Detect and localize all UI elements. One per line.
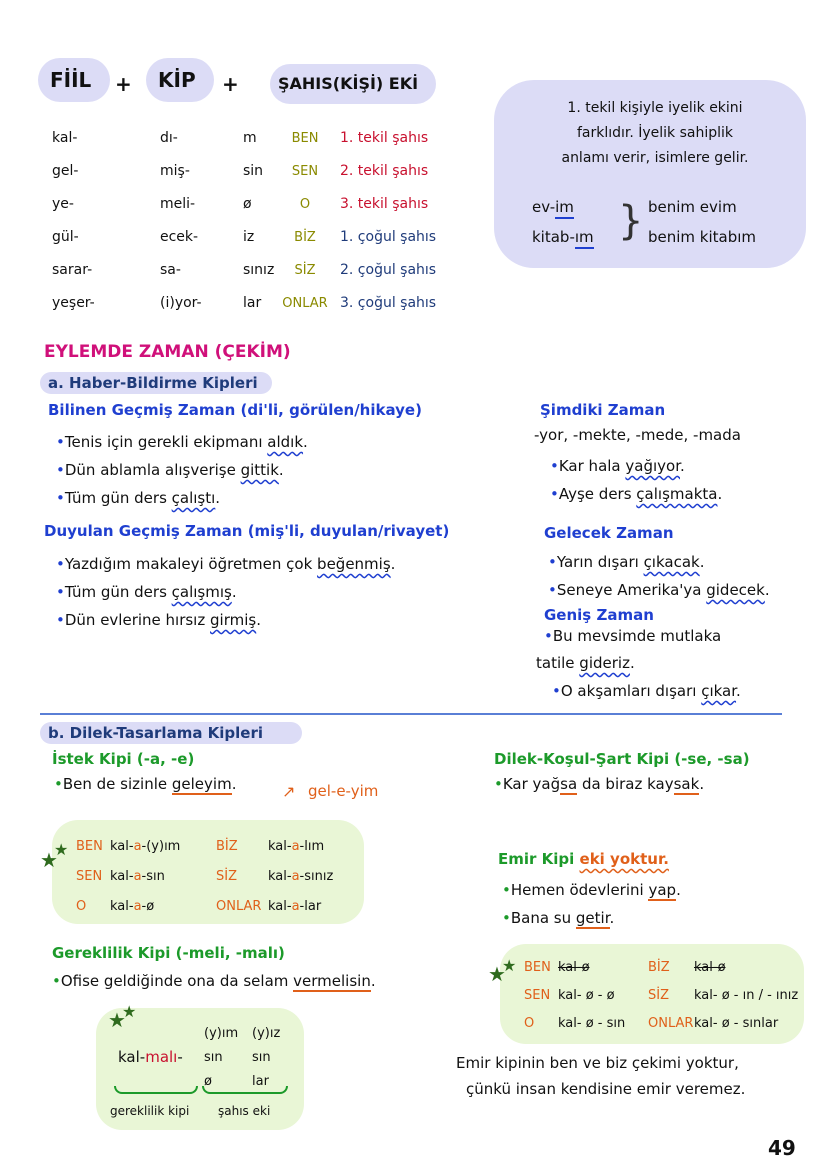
example-verb: gideriz — [579, 654, 630, 672]
star-icon: ★ — [108, 1008, 126, 1032]
kip-cell: dı- — [160, 130, 178, 146]
note-text — [520, 96, 790, 171]
pronoun-cell: SİZ — [294, 263, 316, 278]
kip-cell: (i)yor- — [160, 295, 202, 311]
note-line: anlamı verir, isimlere gelir. — [561, 150, 749, 166]
ending-column — [243, 122, 274, 320]
brace-icon: } — [618, 198, 644, 244]
emir-examples — [502, 876, 681, 932]
ending-cell: m — [243, 130, 257, 146]
person-cell: 2. çoğul şahıs — [340, 262, 437, 278]
example-sentence: •Dün ablamla alışverişe gittik. — [56, 461, 284, 479]
example-sentence: •Yarın dışarı çıkacak. — [548, 553, 705, 571]
kip-cell: miş- — [160, 163, 190, 179]
root-cell: ye- — [52, 196, 74, 212]
pronoun-column — [280, 122, 330, 320]
example-verb: çıkar — [701, 682, 737, 700]
istek-row: SEN kal-a-sın — [76, 869, 165, 884]
root-cell: gel- — [52, 163, 79, 179]
dilek-title: b. Dilek-Tasarlama Kipleri — [48, 724, 264, 742]
star-icon: ★ — [122, 1002, 137, 1021]
gereklilik-title: Gereklilik Kipi (-meli, -malı) — [52, 944, 285, 962]
gelecek-examples — [548, 548, 770, 604]
pronoun-cell: BİZ — [294, 230, 316, 245]
example-sentence: •Ayşe ders çalışmakta. — [550, 485, 723, 503]
plus-sign: + — [222, 72, 239, 96]
ending-cell: sin — [243, 163, 264, 179]
brace-underline — [114, 1086, 198, 1094]
gereklilik-form: kal-malı- — [118, 1048, 183, 1066]
person-cell: 2. tekil şahıs — [340, 163, 429, 179]
sart-example: •Kar yağsa da biraz kaysak. — [494, 775, 705, 793]
genis-title: Geniş Zaman — [544, 606, 654, 624]
kip-column — [160, 122, 202, 320]
istek-row: O kal-a-ø — [76, 899, 155, 914]
star-icon: ★ — [54, 840, 69, 859]
pronoun-cell: ONLAR — [282, 296, 328, 311]
ending-cell: sınız — [243, 262, 275, 278]
simdiki-title: Şimdiki Zaman — [540, 401, 666, 419]
example-sentence: •Kar hala yağıyor. — [550, 457, 685, 475]
example-verb: getir — [575, 909, 610, 927]
gelecek-title: Gelecek Zaman — [544, 524, 674, 542]
haber-title: a. Haber-Bildirme Kipleri — [48, 374, 258, 392]
example-verb: çalışmakta — [636, 485, 718, 503]
example-sentence: •Tenis için gerekli ekipmanı aldık. — [56, 433, 308, 451]
note-line: farklıdır. İyelik sahiplik — [576, 125, 734, 141]
sahis-eki-label: ŞAHIS(KİŞİ) EKİ — [278, 74, 419, 93]
istek-table-left — [76, 832, 180, 922]
pronoun-cell: BEN — [291, 131, 319, 146]
star-icon: ★ — [488, 962, 506, 986]
emir-title: Emir Kipi eki yoktur. — [498, 850, 669, 868]
istek-title: İstek Kipi (-a, -e) — [52, 750, 195, 768]
genis-example-1: •Bu mevsimde mutlaka — [544, 627, 722, 645]
root-cell: kal- — [52, 130, 78, 146]
root-cell: yeşer- — [52, 295, 95, 311]
example-verb: geleyim — [171, 775, 232, 793]
genis-example-2: •O akşamları dışarı çıkar. — [552, 682, 741, 700]
istek-row: BEN kal-a-(y)ım — [76, 839, 181, 854]
istek-table-right — [216, 832, 333, 922]
emir-row: BEN kal-ø — [524, 960, 590, 975]
emir-table-right — [648, 954, 798, 1038]
root-cell: sarar- — [52, 262, 93, 278]
gereklilik-ends-1: (y)ım sın ø — [204, 1026, 239, 1089]
brace-underline — [202, 1086, 288, 1094]
example-sentence: •Tüm gün ders çalışmış. — [56, 583, 237, 601]
note-example-2 — [532, 228, 594, 246]
gereklilik-ends-2: (y)ız sın lar — [252, 1026, 281, 1089]
person-cell: 1. çoğul şahıs — [340, 229, 437, 245]
example-root: kitab- — [532, 228, 575, 246]
person-cell: 3. tekil şahıs — [340, 196, 429, 212]
note-meaning-1: benim evim — [648, 198, 737, 216]
bilinen-title: Bilinen Geçmiş Zaman (di'li, görülen/hikaye) — [48, 401, 422, 419]
example-verb: gidecek — [706, 581, 765, 599]
kip-cell: sa- — [160, 262, 181, 278]
gereklilik-label-1: gereklilik kipi — [110, 1104, 190, 1118]
pronoun-cell: SEN — [291, 164, 319, 179]
example-sentence: •Tüm gün ders çalıştı. — [56, 489, 221, 507]
example-verb: çıkacak — [643, 553, 700, 571]
emir-row: ONLARkal- ø - sınlar — [648, 1016, 779, 1031]
example-verb: vermelisin — [293, 972, 371, 990]
sart-title: Dilek-Koşul-Şart Kipi (-se, -sa) — [494, 750, 750, 768]
page-number: 49 — [768, 1136, 796, 1160]
example-verb: yap — [648, 881, 677, 899]
kip-label: KİP — [158, 68, 196, 92]
ending-cell: ø — [243, 196, 252, 212]
kip-cell: ecek- — [160, 229, 199, 245]
example-verb: çalıştı — [171, 489, 216, 507]
example-suffix: im — [555, 198, 574, 219]
emir-footer-2: çünkü insan kendisine emir veremez. — [466, 1080, 746, 1098]
example-root: ev- — [532, 198, 556, 216]
example-verb: aldık — [267, 433, 304, 451]
example-verb: yağıyor — [625, 457, 680, 475]
emir-row: SEN kal- ø - ø — [524, 988, 615, 1003]
emir-row: BİZ kal-ø — [648, 960, 726, 975]
kip-cell: meli- — [160, 196, 196, 212]
ending-cell: iz — [243, 229, 255, 245]
istek-row: SİZ kal-a-sınız — [216, 869, 334, 884]
gereklilik-label-2: şahıs eki — [218, 1104, 271, 1118]
istek-analysis: gel-e-yim — [308, 782, 379, 800]
ending-cell: lar — [243, 295, 262, 311]
root-column — [52, 122, 95, 320]
bilinen-examples — [56, 428, 308, 512]
star-icon: ★ — [502, 956, 517, 975]
person-cell: 1. tekil şahıs — [340, 130, 429, 146]
section-title: EYLEMDE ZAMAN (ÇEKİM) — [44, 342, 291, 362]
duyulan-title: Duyulan Geçmiş Zaman (miş'li, duyulan/rivayet) — [44, 522, 450, 540]
example-sentence: •Yazdığım makaleyi öğretmen çok beğenmiş. — [56, 555, 396, 573]
note-example-1 — [532, 198, 574, 216]
genis-example-1b: tatile gideriz. — [536, 654, 635, 672]
plus-sign: + — [115, 72, 132, 96]
root-cell: gül- — [52, 229, 79, 245]
note-line: 1. tekil kişiyle iyelik ekini — [567, 100, 743, 116]
example-verb: çalışmış — [171, 583, 232, 601]
example-suffix: ım — [575, 228, 594, 249]
emir-footer-1: Emir kipinin ben ve biz çekimi yoktur, — [456, 1054, 739, 1072]
istek-row: BİZ kal-a-lım — [216, 839, 325, 854]
person-cell: 3. çoğul şahıs — [340, 295, 437, 311]
emir-table-left — [524, 954, 625, 1038]
example-verb: girmiş — [210, 611, 257, 629]
fiil-label: FİİL — [50, 68, 92, 92]
person-column — [340, 122, 436, 320]
example-sentence: •Seneye Amerika'ya gidecek. — [548, 581, 770, 599]
example-sentence: •Bana su getir. — [502, 909, 615, 927]
emir-row: O kal- ø - sın — [524, 1016, 626, 1031]
simdiki-examples — [550, 452, 722, 508]
emir-row: SİZ kal- ø - ın / - ınız — [648, 988, 799, 1003]
duyulan-examples — [56, 550, 395, 634]
arrow-icon: ↗ — [282, 782, 296, 801]
star-icon: ★ — [40, 848, 58, 872]
note-meaning-2: benim kitabım — [648, 228, 757, 246]
example-sentence: •Hemen ödevlerini yap. — [502, 881, 681, 899]
istek-row: ONLAR kal-a-lar — [216, 899, 322, 914]
example-verb: beğenmiş — [317, 555, 391, 573]
example-sentence: •Dün evlerine hırsız girmiş. — [56, 611, 261, 629]
divider — [40, 713, 782, 715]
simdiki-suffixes: -yor, -mekte, -mede, -mada — [534, 426, 741, 444]
pronoun-cell: O — [299, 197, 311, 212]
example-verb: gittik — [240, 461, 279, 479]
gereklilik-example: •Ofise geldiğinde ona da selam vermelisin. — [52, 972, 376, 990]
istek-example: •Ben de sizinle geleyim. — [54, 775, 237, 793]
